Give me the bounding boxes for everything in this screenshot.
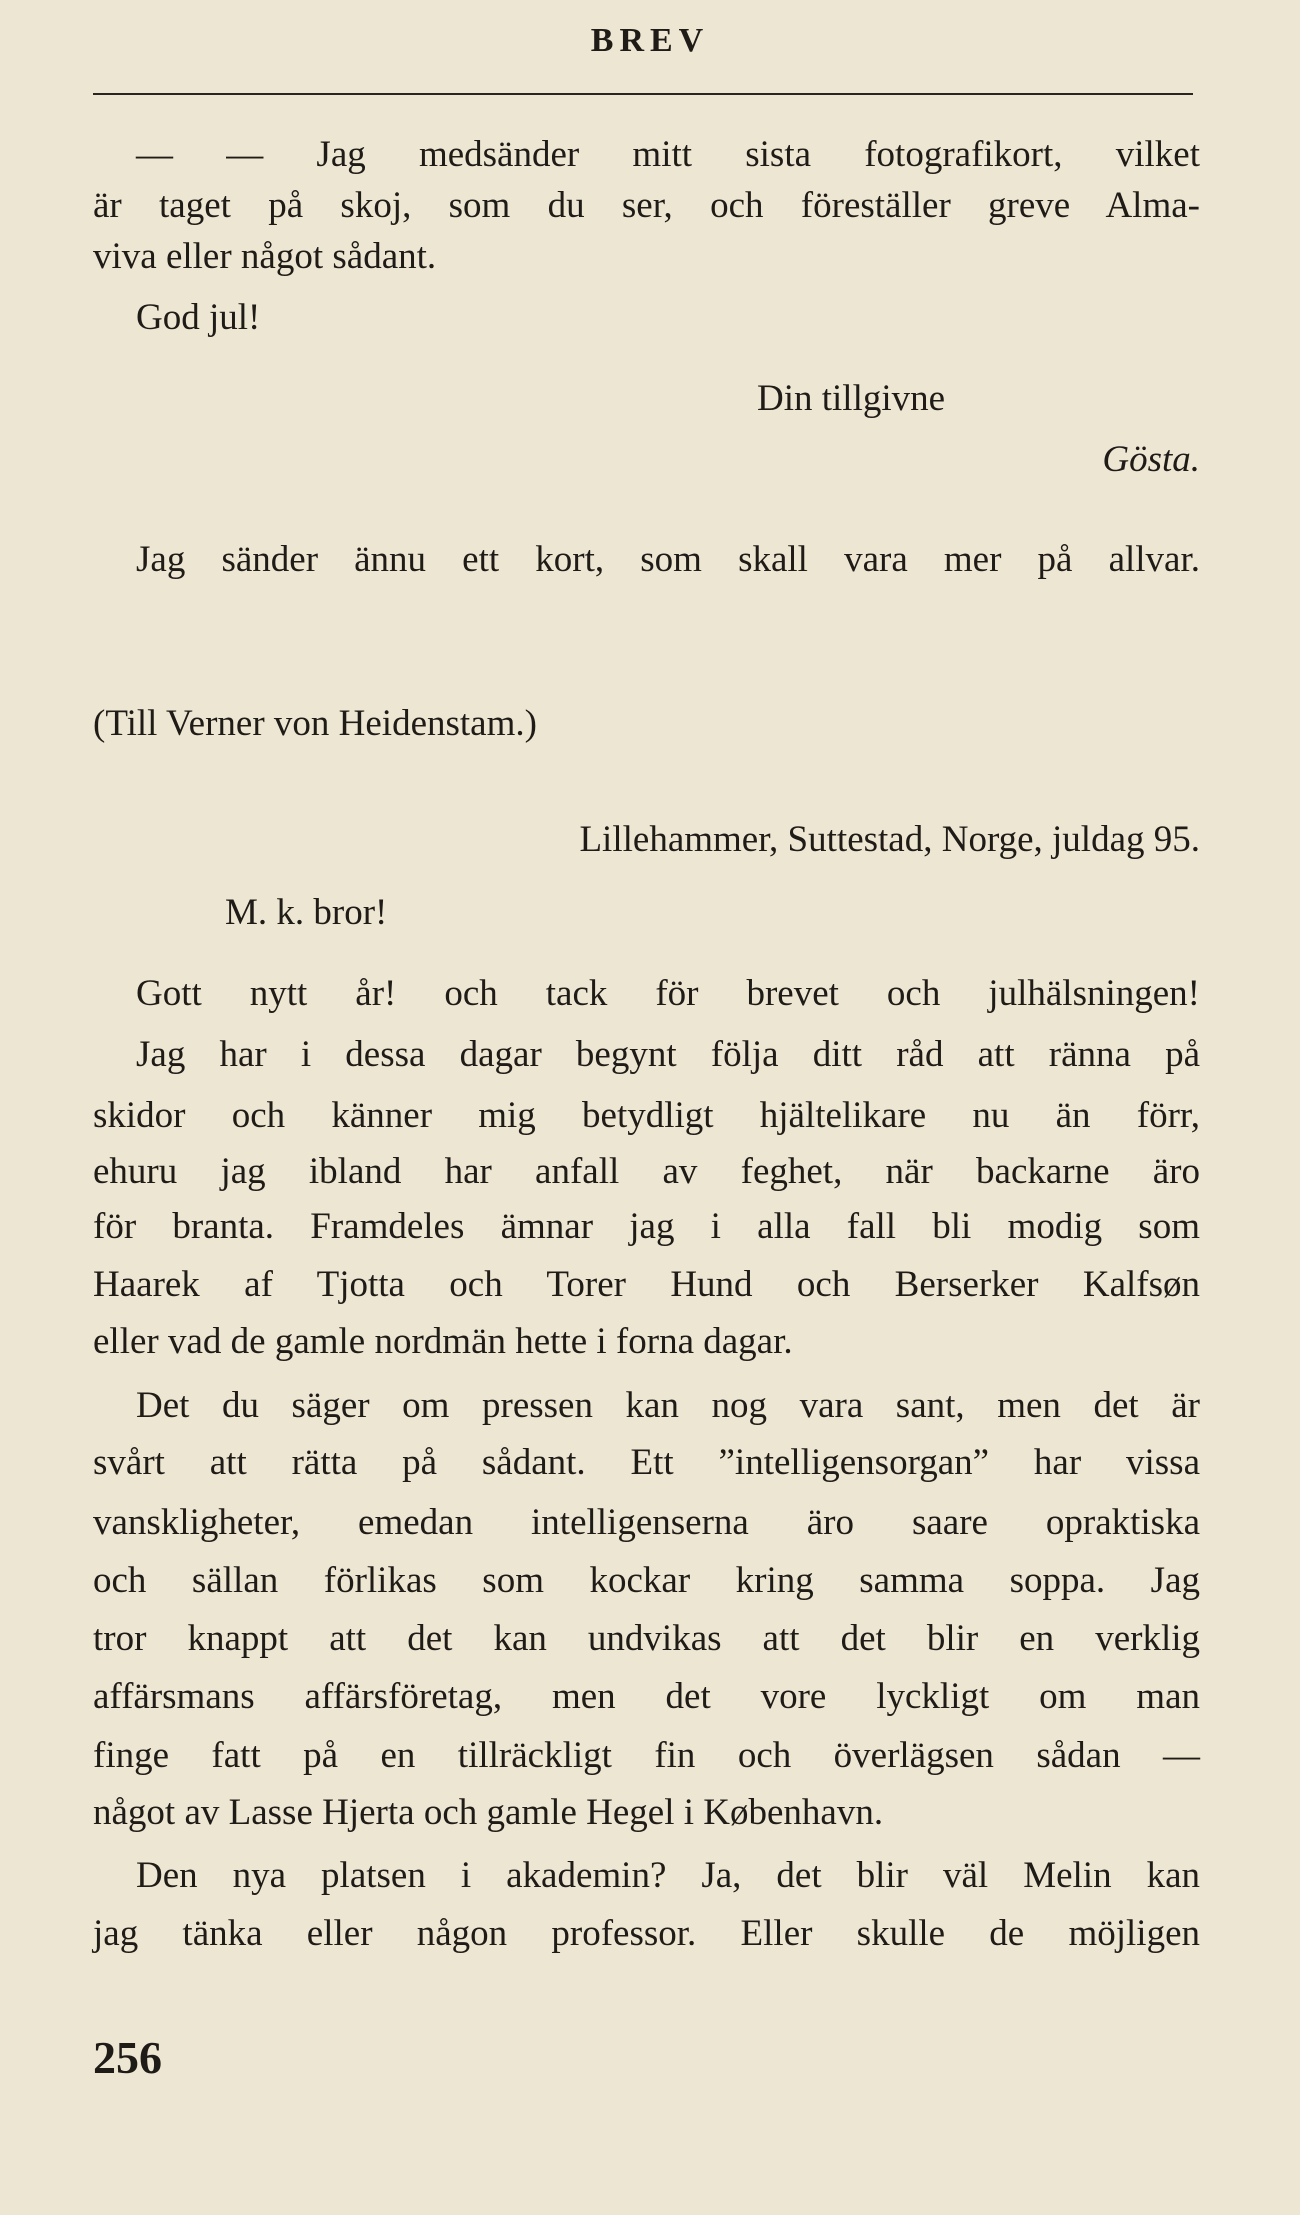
text-line: jag tänka eller någon professor. Eller skulle de möjligen [93, 1913, 1200, 1954]
text-line: skidor och känner mig betydligt hjältelikare nu än förr, [93, 1095, 1200, 1136]
dateline: Lillehammer, Suttestad, Norge, juldag 95. [579, 819, 1200, 860]
text-line: Haarek af Tjotta och Torer Hund och Berserker Kalfsøn [93, 1264, 1200, 1305]
page-number: 256 [93, 2032, 162, 2083]
text-line: Jag har i dessa dagar begynt följa ditt råd att ränna på [136, 1034, 1200, 1075]
text-line: affärsmans affärsföretag, men det vore lyckligt om man [93, 1676, 1200, 1717]
text-line: finge fatt på en tillräckligt fin och överlägsen sådan — [93, 1735, 1200, 1776]
text-line: svårt att rätta på sådant. Ett ”intelligensorgan” har vissa [93, 1442, 1200, 1483]
text-line: Det du säger om pressen kan nog vara sant, men det är [136, 1385, 1200, 1426]
text-line: eller vad de gamle nordmän hette i forna dagar. [93, 1321, 793, 1362]
text-line: tror knappt att det kan undvikas att det blir en verklig [93, 1618, 1200, 1659]
text-line: ehuru jag ibland har anfall av feghet, när backarne äro [93, 1151, 1200, 1192]
text-line: är taget på skoj, som du ser, och föreställer greve Alma- [93, 185, 1200, 226]
text-line: för branta. Framdeles ämnar jag i alla fall bli modig som [93, 1206, 1200, 1247]
text-line: vanskligheter, emedan intelligenserna äro saare opraktiska [93, 1502, 1200, 1543]
text-line: God jul! [136, 297, 261, 338]
text-line: Gott nytt år! och tack för brevet och julhälsningen! [136, 973, 1200, 1014]
text-line: något av Lasse Hjerta och gamle Hegel i København. [93, 1792, 884, 1833]
header-rule [93, 93, 1193, 95]
text-line: — — Jag medsänder mitt sista fotografikort, vilket [136, 134, 1200, 175]
running-head: BREV [590, 22, 710, 59]
text-line: viva eller något sådant. [93, 236, 437, 277]
text-line: och sällan förlikas som kockar kring samma soppa. Jag [93, 1560, 1200, 1601]
closing-line: Din tillgivne [757, 378, 946, 419]
postscript-line: Jag sänder ännu ett kort, som skall vara mer på allvar. [136, 539, 1200, 580]
letter-recipient-heading: (Till Verner von Heidenstam.) [93, 703, 537, 744]
salutation: M. k. bror! [225, 892, 388, 933]
signature: Gösta. [1102, 439, 1200, 480]
text-line: Den nya platsen i akademin? Ja, det blir väl Melin kan [136, 1855, 1200, 1896]
